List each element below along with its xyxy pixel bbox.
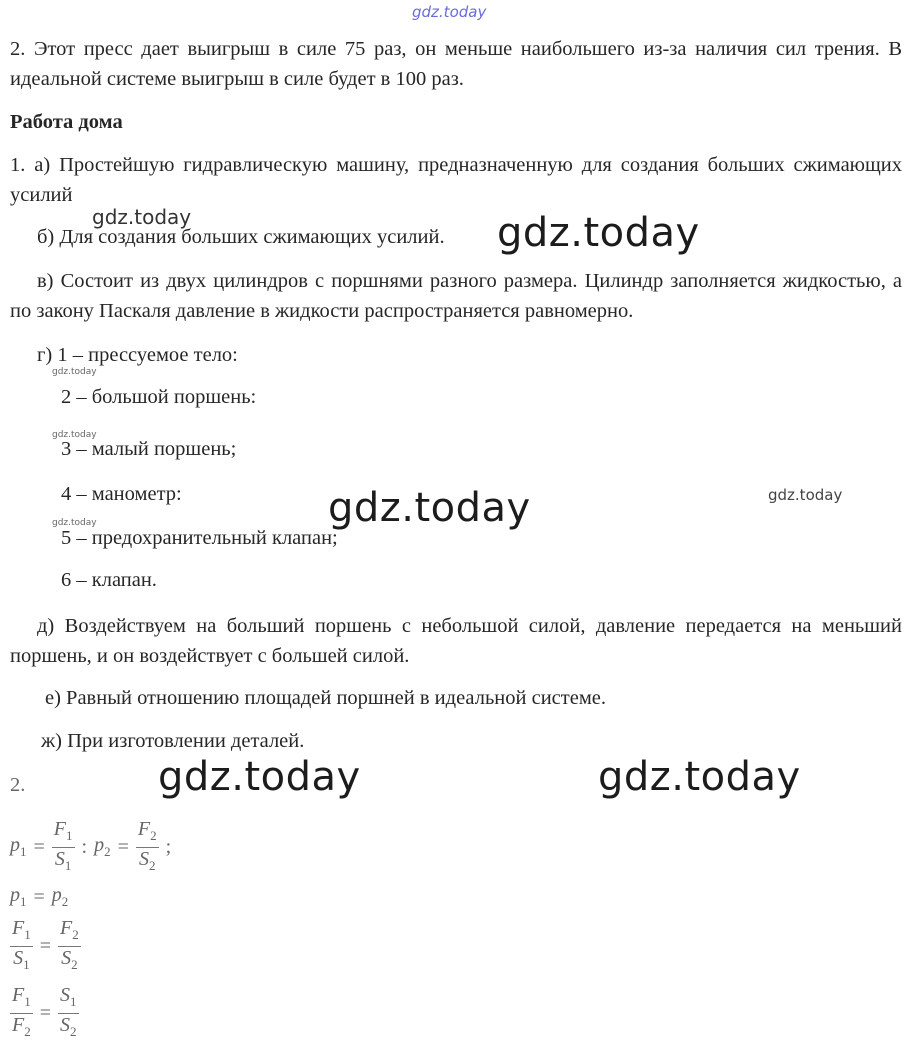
item-1e: е) Равный отношению площадей поршней в идеальной системе.	[45, 687, 607, 709]
item-1g-part-4: 4 – манометр:	[61, 483, 182, 505]
watermark-tiny-3: gdz.today	[52, 518, 97, 528]
watermark-tiny-2: gdz.today	[52, 430, 97, 440]
watermark-large-3: gdz.today	[158, 754, 361, 800]
item-1g-label: г) 1 – прессуемое тело:	[37, 344, 238, 366]
watermark-small-1: gdz.today	[92, 205, 192, 229]
watermark-tiny-1: gdz.today	[52, 367, 97, 377]
answer-2-paragraph: 2. Этот пресс дает выигрыш в силе 75 раз, он меньше наибольшего из-за наличия сил трения. В идеальной системе выигрыш в силе будет в 100 раз.	[10, 38, 902, 90]
item-1g-part-6: 6 – клапан.	[61, 569, 157, 591]
item-1v: в) Состоит из двух цилиндров с поршнями разного размера. Цилиндр заполняется жидкостью, а по закону Паскаля давление в жидкости распространяется равномерно.	[10, 270, 902, 322]
item-1g-part-3: 3 – малый поршень;	[61, 438, 237, 460]
item-1b: б) Для создания больших сжимающих усилий.	[37, 226, 445, 248]
formula-force-ratio: $\frac{F_1}{F_2}$ = $\frac{S_1}{S_2}$	[12, 984, 77, 1039]
watermark-top: gdz.today	[412, 3, 487, 21]
item-1d: д) Воздействуем на больший поршень с небольшой силой, давление передается на меньший поршень, и он воздействует с большей силой.	[10, 615, 902, 667]
watermark-small-2: gdz.today	[768, 486, 843, 504]
item-1g-part-2: 2 – большой поршень:	[61, 386, 257, 408]
section-title: Работа дома	[10, 111, 123, 133]
watermark-large-1: gdz.today	[497, 210, 700, 256]
watermark-large-2: gdz.today	[328, 485, 531, 531]
formula-force-area-ratio: $\frac{F_1}{S_1}$ = $\frac{F_2}{S_2}$	[12, 917, 79, 972]
item-1g-part-5: 5 – предохранительный клапан;	[61, 527, 338, 549]
item-1zh: ж) При изготовлении деталей.	[41, 730, 305, 752]
item-2-label: 2.	[10, 774, 26, 796]
watermark-large-4: gdz.today	[598, 754, 801, 800]
formula-pressures: $p_1$ = $\frac{F_1}{S_1}$ : $p_2$ = $\frac{F_2}{S_2}$ ;	[10, 818, 172, 873]
formula-equal-pressures: $p_1 = p_2$	[10, 884, 69, 909]
item-1a: 1. а) Простейшую гидравлическую машину, предназначенную для создания больших сжимающих усилий	[10, 154, 902, 206]
